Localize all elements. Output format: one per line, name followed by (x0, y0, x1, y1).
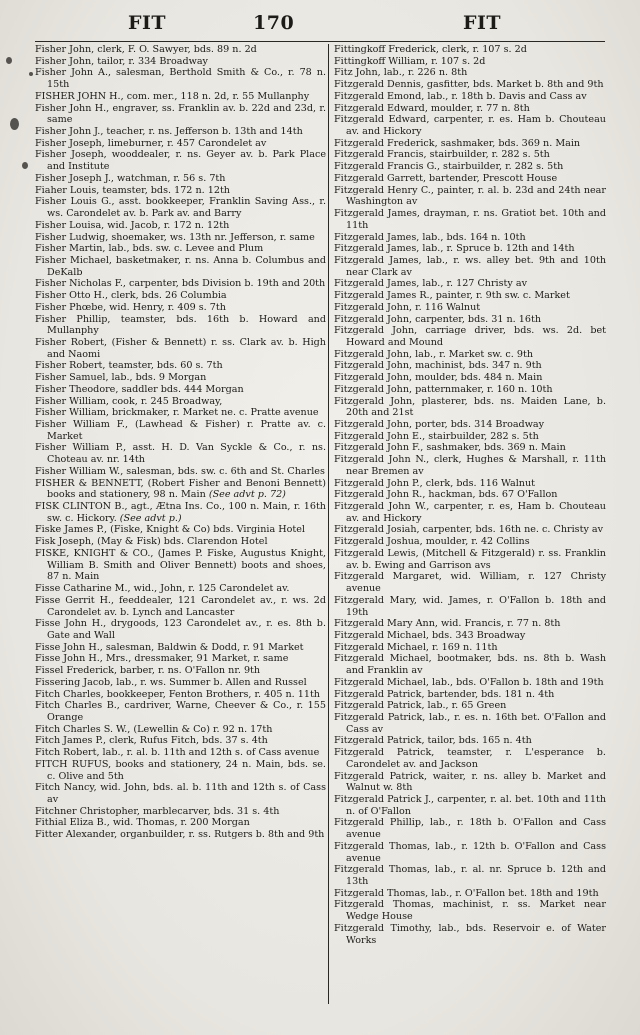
entry-text: Fisher Louisa, wid. Jacob, r. 172 n. 12th (35, 219, 230, 231)
entry-text: Fitter Alexander, organbuilder, r. ss. Rutgers b. 8th and 9th (35, 829, 325, 841)
entry-text: Fitzgerald Francis, stairbuilder, r. 282 s. 5th (334, 149, 550, 161)
directory-entry (334, 384, 606, 396)
directory-entry (334, 138, 606, 150)
entry-text: Fitchner Christopher, marblecarver, bds. 31 s. 4th (35, 805, 280, 817)
directory-entry (35, 724, 326, 736)
entry-text: Fitzgerald Patrick J., carpenter, r. al. bet. 10th and 11th n. of O'Fallon (334, 794, 606, 817)
entry-text: Fitch James P., clerk, Rufus Fitch, bds. 37 s. 4th (35, 735, 268, 747)
directory-entry (35, 501, 326, 524)
directory-entry (35, 548, 326, 583)
directory-entry (35, 67, 326, 90)
ink-blot (29, 72, 33, 76)
directory-entry (334, 314, 606, 326)
entry-text: Fitzgerald James, lab., r. 127 Christy av (334, 278, 528, 290)
directory-entry (334, 454, 606, 477)
header-rule (35, 41, 605, 42)
directory-entry (334, 864, 606, 887)
entry-text: Fitzgerald John, carpenter, bds. 31 n. 16th (334, 313, 542, 325)
directory-entry (35, 806, 326, 818)
header-left-guide: FIT (128, 12, 167, 34)
entry-text: Fitzgerald Michael, bds. 343 Broadway (334, 629, 526, 641)
entry-text: Fitzgerald John, porter, bds. 314 Broadway (334, 419, 545, 430)
entry-text: Fitzgerald John, carriage driver, bds. ws. 2d. bet Howard and Mound (334, 325, 606, 348)
entry-text: Fitzgerald John R., hackman, bds. 67 O'Fallon (334, 489, 558, 501)
directory-entry (334, 524, 606, 536)
directory-entry (35, 817, 326, 829)
directory-entry (334, 595, 606, 618)
entry-text: Fitzgerald Phillip, lab., r. 18th b. O'Fallon and Cass avenue (334, 817, 606, 841)
entry-text: Fisher Martin, lab., bds. sw. c. Levee and Plum (35, 243, 264, 255)
entry-text: Fitzgerald Thomas, lab., r. O'Fallon bet. 18th and 19th (334, 887, 599, 899)
directory-entry (35, 747, 326, 759)
entry-text: Fitzgerald Michael, lab., bds. O'Fallon b. 18th and 19th (334, 676, 604, 688)
directory-entry (334, 360, 606, 372)
directory-entry (35, 642, 326, 654)
directory-entry (35, 56, 326, 68)
entry-text: Fisher William, cook, r. 245 Broadway, (35, 395, 223, 407)
directory-entry (334, 618, 606, 630)
entry-text: FITCH RUFUS, books and stationery, 24 n. Main, bds. se. c. Olive and 5th (35, 758, 326, 782)
entry-text: FISK CLINTON B., agt., Ætna Ins. Co., 100 n. Main, r. 16th sw. c. Hickory. (35, 501, 326, 524)
entry-text: Fitzgerald Henry C., painter, r. al. b. 23d and 24th near Washington av (334, 184, 606, 208)
entry-text: Fittingkoff Frederick, clerk, r. 107 s. 2d (334, 44, 527, 55)
entry-text: Fitch Charles, bookkeeper, Fenton Brothers, r. 405 n. 11th (35, 688, 320, 700)
entry-text: Fitzgerald John P., clerk, bds. 116 Walnut (334, 477, 536, 489)
directory-entry (334, 478, 606, 490)
directory-entry (334, 44, 606, 56)
entry-text: Fisher Phœbe, wid. Henry, r. 409 s. 7th (35, 301, 226, 313)
entry-text: Fitzgerald Edward, moulder, r. 77 n. 8th (334, 102, 530, 114)
directory-entry (334, 302, 606, 314)
directory-entry (334, 442, 606, 454)
directory-entry (35, 103, 326, 126)
entry-text: Fisse John H., drygoods, 123 Carondelet av., r. es. 8th b. Gate and Wall (35, 618, 326, 641)
entry-text: Fisher Otto H., clerk, bds. 26 Columbia (35, 290, 227, 302)
entry-text: Fitzgerald Michael, bootmaker, bds. ns. 8th b. Wash and Franklin av (334, 653, 606, 677)
directory-entry (334, 501, 606, 524)
entry-text: Fitzgerald John W., carpenter, r. es, Ham b. Chouteau av. and Hickory (334, 501, 606, 524)
directory-entry (334, 290, 606, 302)
entry-text: Fitch Charles S. W., (Lewellin & Co) r. 92 n. 17th (35, 723, 273, 735)
directory-entry (35, 302, 326, 314)
entry-text: Fitzgerald John, patternmaker, r. 160 n. 10th (334, 383, 553, 395)
directory-entry (334, 841, 606, 864)
directory-entry (334, 571, 606, 594)
directory-entry (334, 208, 606, 231)
entry-text: Fissering Jacob, lab., r. ws. Summer b. Allen and Russel (35, 676, 307, 688)
entry-text: Fisher Joseph, wooddealer, r. ns. Geyer av. b. Park Place and Institute (35, 149, 326, 173)
entry-text: Fitzgerald Margaret, wid. William, r. 127 Christy avenue (334, 571, 606, 595)
entry-text: Fitzgerald John F., sashmaker, bds. 369 n. Main (334, 442, 566, 454)
running-header (0, 12, 640, 38)
directory-entry (35, 314, 326, 337)
directory-entry (35, 524, 326, 536)
entry-text: Fisher Michael, basketmaker, r. ns. Anna b. Columbus and DeKalb (35, 254, 326, 278)
directory-entry (334, 888, 606, 900)
entry-text: Fisher John A., salesman, Berthold Smith & Co., r. 78 n. 15th (35, 67, 326, 91)
directory-entry (334, 243, 606, 255)
entry-text: Fisse John H., salesman, Baldwin & Dodd, r. 91 Market (35, 641, 304, 653)
directory-entry (334, 232, 606, 244)
entry-text: Fitzgerald John, moulder, bds. 484 n. Main (334, 372, 543, 384)
directory-entry (334, 630, 606, 642)
ink-blot (10, 118, 19, 130)
directory-entry (35, 653, 326, 665)
directory-entry (35, 278, 326, 290)
entry-text: Fittingkoff William, r. 107 s. 2d (334, 55, 486, 67)
entry-text: Fithial Eliza B., wid. Thomas, r. 200 Morgan (35, 817, 250, 829)
entry-text: Fitzgerald James, lab., r. Spruce b. 12th and 14th (334, 243, 575, 255)
entry-text: Fitzgerald Patrick, lab., r. 65 Green (334, 700, 507, 712)
directory-entry (334, 689, 606, 701)
entry-text: Fisher William W., salesman, bds. sw. c. 6th and St. Charles (35, 465, 325, 477)
directory-entry (334, 56, 606, 68)
entry-text: Fisher Robert, teamster, bds. 60 s. 7th (35, 360, 223, 372)
entry-text: Fisher Joseph J., watchman, r. 56 s. 7th (35, 172, 226, 184)
entry-text: Fisher Samuel, lab., bds. 9 Morgan (35, 372, 207, 384)
directory-entry (334, 185, 606, 208)
directory-entry (334, 103, 606, 115)
entry-text: Fitzgerald James, lab., r. ws. alley bet. 9th and 10th near Clark av (334, 254, 606, 278)
entry-text: Fitzgerald Patrick, lab., r. es. n. 16th bet. O'Fallon and Cass av (334, 711, 606, 735)
entry-text: Fiske James P., (Fiske, Knight & Co) bds. Virginia Hotel (35, 524, 305, 536)
entry-text: Fitch Charles B., cardriver, Warne, Cheever & Co., r. 155 Orange (35, 700, 326, 723)
entry-text: Fitzgerald Timothy, lab., bds. Reservoir e. of Water Works (334, 922, 606, 946)
entry-text: FISHER & BENNETT, (Robert Fisher and Benoni Bennett) books and stationery, 98 n. Main (35, 477, 326, 501)
entry-text: Fitzgerald Thomas, machinist, r. ss. Market near Wedge House (334, 899, 606, 923)
directory-entry (35, 478, 326, 501)
directory-entry (334, 255, 606, 278)
entry-text: Fisher John, tailor, r. 334 Broadway (35, 55, 208, 67)
directory-entry (35, 337, 326, 360)
entry-text: Fitzgerald Edward, carpenter, r. es. Ham b. Chouteau av. and Hickory (334, 114, 606, 138)
entry-text: Fisher Louis G., asst. bookkeeper, Franklin Saving Ass., r. ws. Carondelet av. b. Park av. and Barry (35, 196, 326, 220)
directory-entry (35, 700, 326, 723)
entry-text: Fisher Phillip, teamster, bds. 16th b. Howard and Mullanphy (35, 313, 326, 337)
directory-entry (334, 794, 606, 817)
directory-entry (35, 196, 326, 219)
entry-text: FISHER JOHN H., com. mer., 118 n. 2d, r. 55 Mullanphy (35, 90, 310, 102)
directory-entry (35, 782, 326, 805)
entry-text: Fisse John H., Mrs., dressmaker, 91 Market, r. same (35, 653, 289, 665)
entry-text: Fitzgerald Patrick, bartender, bds. 181 n. 4th (334, 688, 555, 700)
entry-text: Fitzgerald Garrett, bartender, Prescott House (334, 172, 558, 184)
directory-entry (35, 677, 326, 689)
directory-entry (334, 548, 606, 571)
entry-text: Fitzgerald Emond, lab., r. 18th b. Davis and Cass av (334, 90, 587, 102)
entry-text: Fitzgerald Mary, wid. James, r. O'Fallon b. 18th and 19th (334, 594, 606, 618)
entry-text: Fisher Ludwig, shoemaker, ws. 13th nr. Jefferson, r. same (35, 231, 315, 243)
directory-entry (35, 44, 326, 56)
left-column (35, 44, 326, 841)
entry-text: Fitzgerald Michael, r. 169 n. 11th (334, 641, 498, 653)
directory-entry (35, 384, 326, 396)
entry-text: Fisher John J., teacher, r. ns. Jefferson b. 13th and 14th (35, 126, 303, 138)
directory-entry (35, 442, 326, 465)
entry-text: Fitzgerald James, lab., bds. 164 n. 10th (334, 231, 526, 243)
directory-entry (35, 126, 326, 138)
entry-text: Fitzgerald John N., clerk, Hughes & Marshall, r. 11th near Bremen av (334, 454, 606, 477)
directory-entry (334, 149, 606, 161)
directory-entry (334, 278, 606, 290)
entry-text: Fisher Joseph, limeburner, r. 457 Carondelet av (35, 137, 267, 149)
directory-entry (334, 700, 606, 712)
directory-entry (334, 653, 606, 676)
advert-reference: (See advt p. 72) (205, 489, 286, 501)
entry-text: FISKE, KNIGHT & CO., (James P. Fiske, Augustus Knight, William B. Smith and Oliver Bennett) boots and shoes, 87 n. Main (35, 547, 326, 583)
entry-text: Fitzgerald James, drayman, r. ns. Gratiot bet. 10th and 11th (334, 208, 606, 231)
entry-text: Fitzgerald Lewis, (Mitchell & Fitzgerald) r. ss. Franklin av. b. Ewing and Garrison avs (334, 547, 606, 571)
directory-entry (35, 91, 326, 103)
directory-entry (334, 79, 606, 91)
directory-entry (334, 771, 606, 794)
directory-entry (35, 138, 326, 150)
directory-entry (334, 173, 606, 185)
entry-text: Fitzgerald Joshua, moulder, r. 42 Collins (334, 536, 530, 548)
directory-entry (334, 325, 606, 348)
directory-entry (35, 689, 326, 701)
entry-text: Fitzgerald Thomas, lab., r. al. nr. Spruce b. 12th and 13th (334, 864, 606, 888)
directory-entry (334, 536, 606, 548)
directory-entry (334, 114, 606, 137)
entry-text: Fitzgerald John, lab., r. Market sw. c. 9th (334, 348, 534, 360)
entry-text: Fitzgerald Josiah, carpenter, bds. 16th ne. c. Christy av (334, 524, 604, 536)
directory-entry (35, 419, 326, 442)
entry-text: Fitzgerald Dennis, gasfitter, bds. Market b. 8th and 9th (334, 79, 604, 91)
entry-text: Fisher Theodore, saddler bds. 444 Morgan (35, 383, 244, 395)
entry-text: Fisher Robert, (Fisher & Bennett) r. ss. Clark av. b. High and Naomi (35, 336, 326, 360)
directory-entry (334, 349, 606, 361)
entry-text: Fitzgerald Mary Ann, wid. Francis, r. 77 n. 8th (334, 618, 561, 630)
directory-entry (35, 149, 326, 172)
entry-text: Fitzgerald John, r. 116 Walnut (334, 301, 481, 313)
directory-entry (35, 372, 326, 384)
directory-entry (35, 735, 326, 747)
directory-entry (35, 407, 326, 419)
entry-text: Fitzgerald John, machinist, bds. 347 n. 9th (334, 360, 542, 372)
entry-text: Fisher William F., (Lawhead & Fisher) r. Pratte av. c. Market (35, 419, 326, 442)
directory-entry (334, 67, 606, 79)
entry-text: Fitch Robert, lab., r. al. b. 11th and 12th s. of Cass avenue (35, 747, 320, 759)
directory-entry (35, 220, 326, 232)
entry-text: Fitzgerald Thomas, lab., r. 12th b. O'Fallon and Cass avenue (334, 840, 606, 864)
right-column (334, 44, 606, 946)
entry-text: Fisher William P., asst. H. D. Van Syckle & Co., r. ns. Choteau av. nr. 14th (35, 442, 326, 466)
directory-entry (35, 618, 326, 641)
directory-entry (334, 899, 606, 922)
directory-entry (35, 595, 326, 618)
ink-blot (22, 162, 28, 169)
entry-text: Fisk Joseph, (May & Fisk) bds. Clarendon Hotel (35, 536, 268, 548)
directory-entry (334, 747, 606, 770)
entry-text: Fisher Nicholas F., carpenter, bds Division b. 19th and 20th (35, 278, 326, 290)
directory-entry (35, 466, 326, 478)
directory-entry (35, 173, 326, 185)
column-divider (328, 44, 329, 1004)
entry-text: Fitzgerald Francis G., stairbuilder, r. 282 s. 5th (334, 161, 564, 173)
page-number: 170 (253, 12, 295, 34)
entry-text: Fitzgerald Patrick, waiter, r. ns. alley b. Market and Walnut w. 8th (334, 770, 606, 794)
entry-text: Fitzgerald John E., stairbuilder, 282 s. 5th (334, 430, 539, 442)
directory-entry (35, 583, 326, 595)
advert-reference: (See advt p.) (116, 512, 182, 524)
entry-text: Fisher John H., engraver, ss. Franklin av. b. 22d and 23d, r. same (35, 102, 326, 126)
directory-entry (35, 185, 326, 197)
entry-text: Fisse Catharine M., wid., John, r. 125 Carondelet av. (35, 583, 290, 595)
directory-entry (35, 360, 326, 372)
directory-entry (35, 536, 326, 548)
directory-entry (334, 923, 606, 946)
directory-entry (35, 255, 326, 278)
directory-entry (334, 712, 606, 735)
directory-entry (334, 677, 606, 689)
directory-entry (35, 232, 326, 244)
entry-text: Fisher John, clerk, F. O. Sawyer, bds. 89 n. 2d (35, 44, 257, 55)
entry-text: Fisse Gerrit H., feeddealer, 121 Carondelet av., r. ws. 2d Carondelet av. b. Lynch and Lancaster (35, 594, 326, 618)
ink-blot (6, 57, 12, 64)
directory-entry (334, 735, 606, 747)
entry-text: Fisher William, brickmaker, r. Market ne. c. Pratte avenue (35, 407, 319, 419)
directory-entry (334, 91, 606, 103)
directory-entry (334, 489, 606, 501)
entry-text: Fitzgerald James R., painter, r. 9th sw. c. Market (334, 290, 570, 302)
entry-text: Fissel Frederick, barber, r. ns. O'Fallon nr. 9th (35, 665, 261, 677)
directory-entry (334, 396, 606, 419)
directory-entry (334, 161, 606, 173)
header-right-guide: FIT (463, 12, 502, 34)
directory-entry (35, 759, 326, 782)
directory-entry (334, 431, 606, 443)
directory-entry (334, 817, 606, 840)
entry-text: Fitzgerald Patrick, tailor, bds. 165 n. 4th (334, 735, 532, 747)
directory-entry (35, 290, 326, 302)
directory-entry (35, 396, 326, 408)
entry-text: Fitzgerald Patrick, teamster, r. L'esperance b. Carondelet av. and Jackson (334, 747, 606, 770)
directory-entry (35, 829, 326, 841)
entry-text: Fitz John, lab., r. 226 n. 8th (334, 67, 468, 79)
entry-text: Fitch Nancy, wid. John, bds. al. b. 11th and 12th s. of Cass av (35, 782, 326, 805)
directory-entry (334, 372, 606, 384)
entry-text: Fitzgerald John, plasterer, bds. ns. Maiden Lane, b. 20th and 21st (334, 395, 606, 419)
directory-entry (334, 642, 606, 654)
entry-text: Fiaher Louis, teamster, bds. 172 n. 12th (35, 184, 230, 196)
directory-entry (334, 419, 606, 431)
entry-text: Fitzgerald Frederick, sashmaker, bds. 369 n. Main (334, 137, 581, 149)
directory-entry (35, 665, 326, 677)
directory-entry (35, 243, 326, 255)
